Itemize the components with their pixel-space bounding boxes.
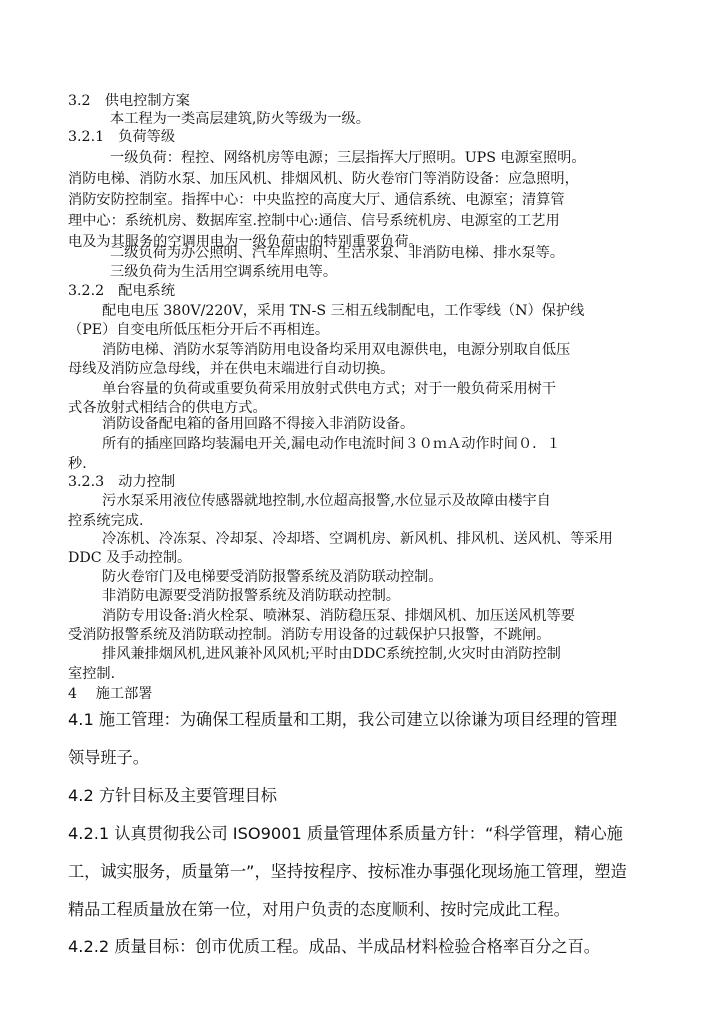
- paragraph-line: 精品工程质量放在第一位，对用户负责的态度顺利、按时完成此工程。: [68, 900, 570, 919]
- paragraph-line: 单台容量的负荷或重要负荷采用放射式供电方式；对于一般负荷采用树干: [102, 381, 557, 397]
- paragraph-line: 4.2.1 认真贯彻我公司 ISO9001 质量管理体系质量方针：“科学管理，精心施: [68, 824, 623, 843]
- section-heading-3-2-2: 3.2.2 配电系统: [68, 283, 176, 299]
- paragraph-line: 工，诚实服务，质量第一”，坚持按程序、按标准办事强化现场施工管理，塑造: [68, 862, 627, 881]
- paragraph-level3: 三级负荷为生活用空调系统用电等。: [110, 264, 338, 280]
- paragraph-line: 4.2.2 质量目标：创市优质工程。成品、半成品材料检验合格率百分之百。: [68, 937, 600, 956]
- paragraph-line: 消防设备配电箱的备用回路不得接入非消防设备。: [102, 416, 415, 432]
- paragraph-line: 非消防电源要受消防报警系统及消防联动控制。: [102, 588, 400, 604]
- section-heading-4-2: 4.2 方针目标及主要管理目标: [68, 786, 277, 805]
- paragraph-line: 控系统完成.: [68, 513, 144, 529]
- paragraph-line: 排风兼排烟风机,进风兼补风风机;平时由DDC系统控制,火灾时由消防控制: [102, 646, 561, 662]
- paragraph-line: 领导班子。: [68, 748, 149, 767]
- paragraph-level2: 二级负荷为办公照明、汽车库照明、生活水泵、非消防电梯、排水泵等。: [110, 245, 565, 261]
- paragraph-line: 母线及消防应急母线，并在供电末端进行自动切换。: [68, 361, 395, 377]
- section-heading-3-2-1: 3.2.1 负荷等级: [68, 129, 176, 145]
- paragraph-line: 4.1 施工管理：为确保工程质量和工期，我公司建立以徐谦为项目经理的管理: [68, 710, 617, 729]
- paragraph-line: 消防安防控制室。指挥中心：中央监控的高度大厅、通信系统、电源室；清算管: [68, 192, 565, 208]
- paragraph-line: 消防电梯、消防水泵等消防用电设备均采用双电源供电，电源分别取自低压: [102, 342, 571, 358]
- paragraph-line: 式各放射式相结合的供电方式。: [68, 400, 267, 416]
- section-heading-4: 4 施工部署: [68, 686, 153, 702]
- paragraph-line: 配电电压 380V/220V，采用 TN-S 三相五线制配电，工作零线（N）保护线: [102, 303, 585, 319]
- paragraph-line: 电及为其服务的空调用电为一级负荷中的特别重要负荷。: [68, 234, 423, 250]
- section-heading-3-2-3: 3.2.3 动力控制: [68, 474, 176, 490]
- paragraph-intro: 本工程为一类高层建筑,防火等级为一级。: [110, 111, 370, 127]
- section-heading-3-2: 3.2 供电控制方案: [68, 93, 190, 109]
- paragraph-line: 所有的插座回路均装漏电开关,漏电动作电流时间３０ｍＡ动作时间０．１: [102, 436, 561, 452]
- paragraph-line: 受消防报警系统及消防联动控制。消防专用设备的过载保护只报警，不跳闸。: [68, 627, 551, 643]
- paragraph-line: 防火卷帘门及电梯要受消防报警系统及消防联动控制。: [102, 569, 443, 585]
- paragraph-line: DDC 及手动控制。: [68, 550, 192, 566]
- paragraph-line: 理中心：系统机房、数据库室.控制中心:通信、信号系统机房、电源室的工艺用: [68, 213, 560, 229]
- paragraph-line: 消防电梯、消防水泵、加压风机、排烟风机、防火卷帘门等消防设备：应急照明，: [68, 171, 579, 187]
- paragraph-line: 秒.: [68, 456, 87, 472]
- paragraph-line: （PE）自变电所低压柜分开后不再相连。: [68, 322, 330, 338]
- paragraph-line: 冷冻机、冷冻泵、冷却泵、冷却塔、空调机房、新风机、排风机、送风机、等采用: [102, 531, 613, 547]
- paragraph-line: 消防专用设备:消火栓泵、喷淋泵、消防稳压泵、排烟风机、加压送风机等要: [102, 608, 575, 624]
- paragraph-line: 室控制.: [68, 666, 116, 682]
- paragraph-line: 一级负荷：程控、网络机房等电源；三层指挥大厅照明。UPS 电源室照明。: [110, 150, 586, 166]
- paragraph-line: 污水泵采用液位传感器就地控制,水位超高报警,水位显示及故障由楼宇自: [102, 493, 551, 509]
